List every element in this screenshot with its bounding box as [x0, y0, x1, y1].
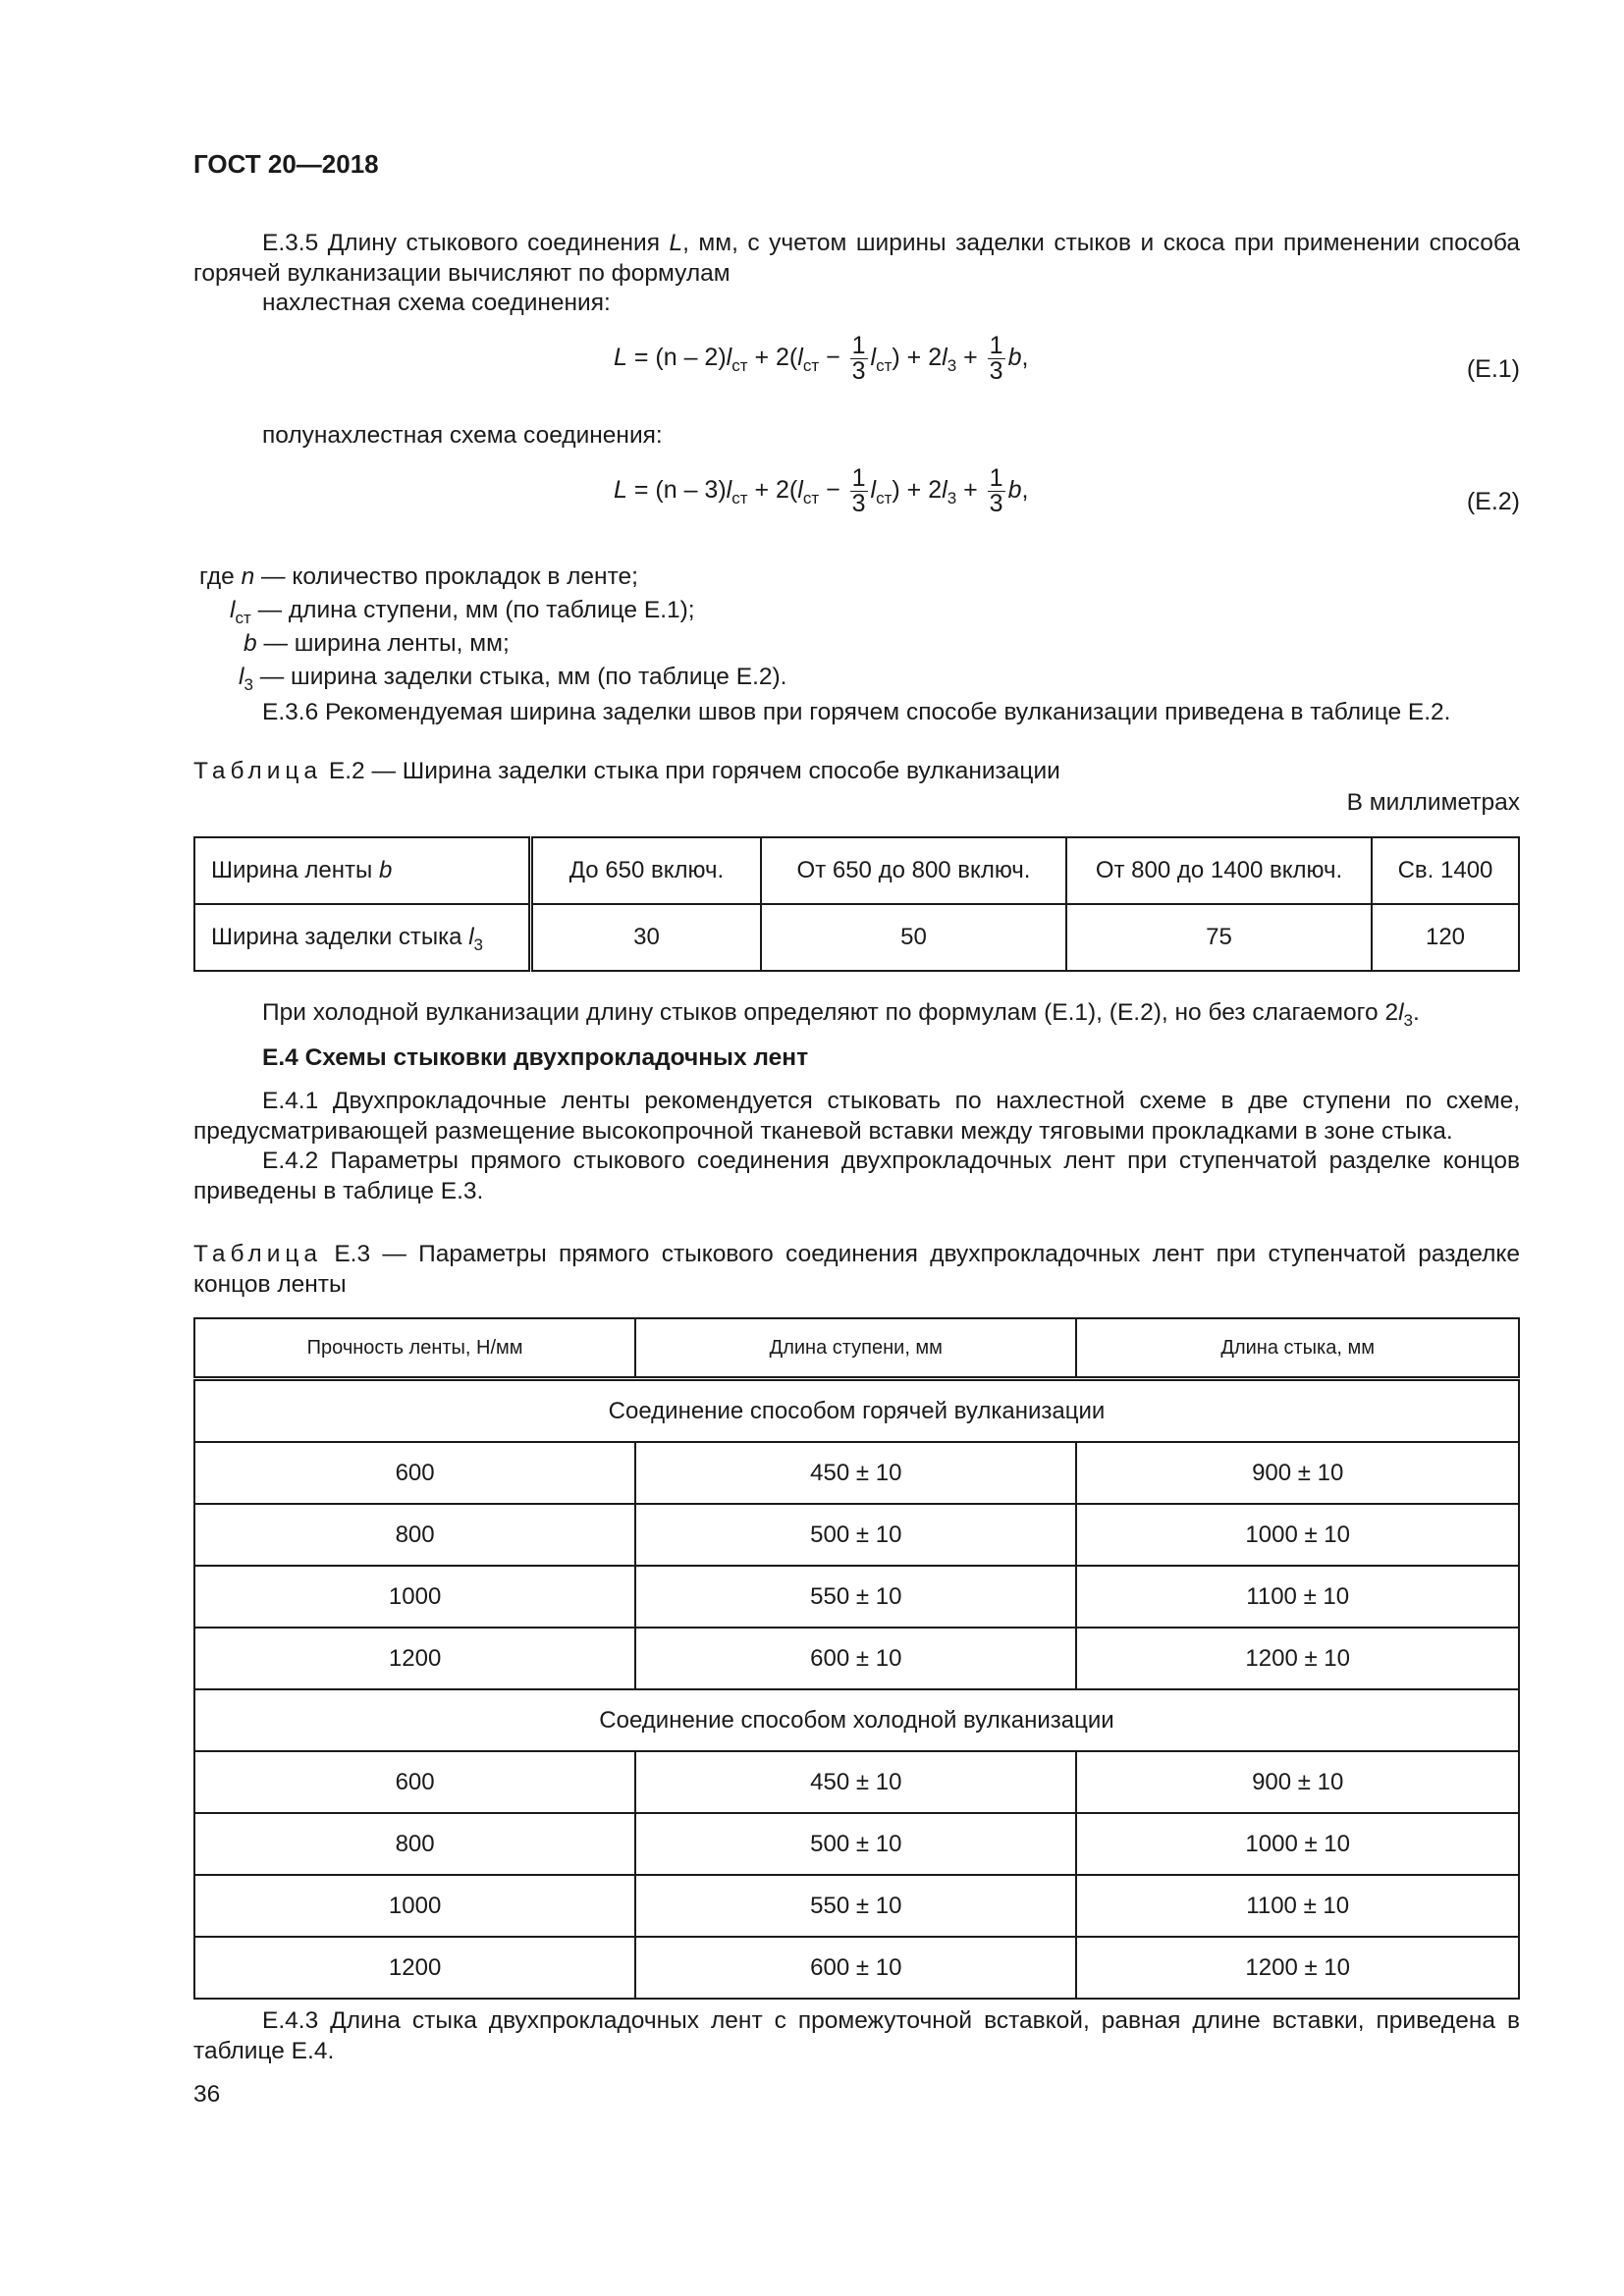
paragraph-e42: Е.4.2 Параметры прямого стыкового соединения двухпрокладочных лент при ступенчатой разделке концов приведены в таблице Е.3.: [193, 1148, 1520, 1204]
table-cell: 800: [194, 1813, 635, 1875]
table-row: [194, 1813, 1519, 1875]
table-cell: 600 ± 10: [635, 1628, 1076, 1689]
table-cell: 120: [1372, 904, 1519, 971]
table-cell: Св. 1400: [1372, 837, 1519, 904]
table-row: [194, 1628, 1519, 1689]
table-e3: [193, 1317, 1520, 2000]
table-row: [194, 1504, 1519, 1566]
column-header: Длина ступени, мм: [635, 1318, 1076, 1379]
table-cell: 500 ± 10: [635, 1504, 1076, 1566]
paragraph-e35: Е.3.5 Длину стыкового соединения L, мм, с учетом ширины заделки стыков и скоса при применении способа горячей вулканизации вычисляют по формулам: [193, 230, 1520, 287]
table-cell: 1200 ± 10: [1076, 1628, 1519, 1689]
table-cell: 900 ± 10: [1076, 1751, 1519, 1813]
table-cell: 75: [1066, 904, 1372, 971]
fraction-one-third: $\frac{1}{3}$: [851, 464, 866, 517]
table-cell: 550 ± 10: [635, 1566, 1076, 1628]
table-e3-caption: Таблица Е.3 — Параметры прямого стыкового соединения двухпрокладочных лент при ступенчатой разделке концов ленты: [193, 1241, 1521, 1298]
fraction-one-third: $\frac{1}{3}$: [851, 332, 866, 385]
table-cell: 1100 ± 10: [1076, 1566, 1519, 1628]
formula-e1: $L = (n - 2)l_{ст} + 2(l_{ст}$ − $\frac{1}{3}$ $l_{ст}) + 2l_3$ + $\frac{1}{3}$ b,: [614, 332, 1029, 385]
fraction-one-third: $\frac{1}{3}$: [989, 332, 1003, 385]
table-row: [194, 1875, 1519, 1937]
table-cell: 500 ± 10: [635, 1813, 1076, 1875]
table-cell: До 650 включ.: [531, 837, 762, 904]
table-cell: 550 ± 10: [635, 1875, 1076, 1937]
table-e2-units: В миллиметрах: [1346, 789, 1520, 816]
table-e2-caption: Таблица Е.2 — Ширина заделки стыка при горячем способе вулканизации: [193, 758, 1060, 784]
table-row: [194, 1442, 1519, 1504]
lap-scheme-label: нахлестная схема соединения:: [262, 290, 611, 316]
legend-l3: $l_3$ — ширина заделки стыка, мм (по таблице Е.2).: [239, 664, 787, 694]
section-heading-e4: Е.4 Схемы стыковки двухпрокладочных лент: [262, 1044, 809, 1071]
table-cell: 600: [194, 1751, 635, 1813]
table-cell: 1000 ± 10: [1076, 1504, 1519, 1566]
document-header: ГОСТ 20—2018: [193, 149, 379, 179]
equation-number-e1: (Е.1): [1466, 355, 1520, 383]
table-cell: 1200 ± 10: [1076, 1937, 1519, 1999]
table-row: [194, 837, 1519, 904]
table-cell: 1000 ± 10: [1076, 1813, 1519, 1875]
table-row: [194, 1751, 1519, 1813]
table-cell: 600: [194, 1442, 635, 1504]
table-cell: 450 ± 10: [635, 1751, 1076, 1813]
table-row-header: Ширина заделки стыка $l_3$: [194, 904, 531, 971]
table-group-row: [194, 1689, 1519, 1751]
table-cell: 800: [194, 1504, 635, 1566]
table-cell: 30: [531, 904, 762, 971]
table-cell: 1200: [194, 1937, 635, 1999]
cold-vulcanization-note: При холодной вулканизации длину стыков определяют по формулам (Е.1), (Е.2), но без слагаемого $2l_3$.: [262, 999, 1420, 1030]
paragraph-e36: Е.3.6 Рекомендуемая ширина заделки швов при горячем способе вулканизации приведена в таблице Е.2.: [262, 699, 1451, 725]
table-group-row: [194, 1379, 1519, 1443]
legend-lst: $l_{ст}$ — длина ступени, мм (по таблице Е.1);: [230, 597, 695, 627]
page-number: 36: [193, 2081, 221, 2108]
legend-n: где n — количество прокладок в ленте;: [199, 563, 638, 590]
formula-e2: $L = (n - 3)l_{ст} + 2(l_{ст}$ − $\frac{1}{3}$ $l_{ст}) + 2l_3$ + $\frac{1}{3}$ b,: [614, 464, 1029, 517]
table-header-row: [194, 1318, 1519, 1379]
table-row: [194, 1566, 1519, 1628]
table-cell: 600 ± 10: [635, 1937, 1076, 1999]
table-e2: [193, 836, 1520, 972]
table-cell: 1000: [194, 1566, 635, 1628]
table-cell: 50: [761, 904, 1066, 971]
paragraph-e43: Е.4.3 Длина стыка двухпрокладочных лент с промежуточной вставкой, равная длине вставки, приведена в таблице Е.4.: [193, 2007, 1520, 2064]
table-cell: От 650 до 800 включ.: [761, 837, 1066, 904]
column-header: Длина стыка, мм: [1076, 1318, 1519, 1379]
hot-vulcanization-group-title: Соединение способом горячей вулканизации: [194, 1379, 1519, 1443]
column-header: Прочность ленты, Н/мм: [194, 1318, 635, 1379]
cold-vulcanization-group-title: Соединение способом холодной вулканизации: [194, 1689, 1519, 1751]
table-cell: 1000: [194, 1875, 635, 1937]
table-cell: 1200: [194, 1628, 635, 1689]
table-cell: 1100 ± 10: [1076, 1875, 1519, 1937]
table-cell: 450 ± 10: [635, 1442, 1076, 1504]
table-cell: 900 ± 10: [1076, 1442, 1519, 1504]
table-row-header: Ширина ленты b: [194, 837, 531, 904]
equation-number-e2: (Е.2): [1466, 488, 1520, 515]
fraction-one-third: $\frac{1}{3}$: [989, 464, 1003, 517]
legend-b: b — ширина ленты, мм;: [244, 630, 510, 657]
table-cell: От 800 до 1400 включ.: [1066, 837, 1372, 904]
table-row: [194, 904, 1519, 971]
paragraph-e41: Е.4.1 Двухпрокладочные ленты рекомендуется стыковать по нахлестной схеме в две ступени по схеме, предусматривающей размещение высокопрочной тканевой вставки между тяговыми прокладками в зоне стыка.: [193, 1088, 1520, 1145]
table-row: [194, 1937, 1519, 1999]
half-lap-scheme-label: полунахлестная схема соединения:: [262, 422, 663, 449]
